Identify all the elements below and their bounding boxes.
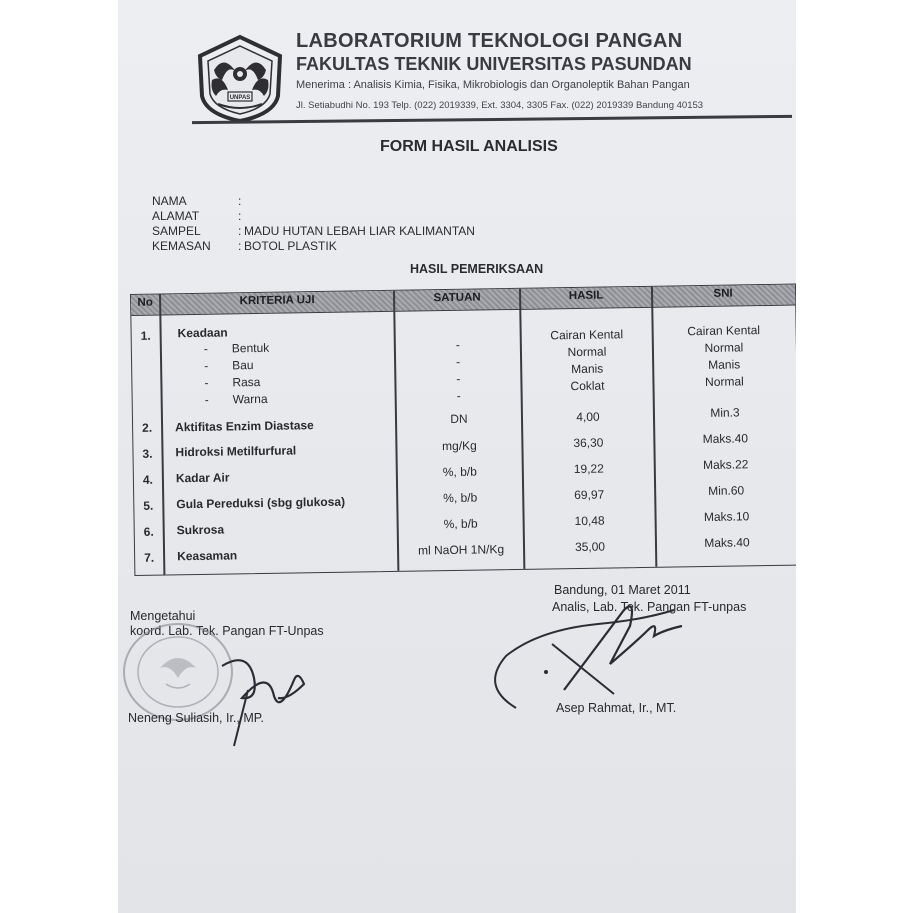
sub-dash: - xyxy=(204,375,209,390)
header-criteria: KRITERIA UJI xyxy=(239,294,315,308)
unit-value: - xyxy=(456,388,461,403)
sni-value: Normal xyxy=(704,340,744,355)
unit-value: - xyxy=(456,371,461,386)
unit-value: mg/Kg xyxy=(441,438,477,454)
approver-label: Mengetahui xyxy=(130,609,196,623)
field-row-nama: NAMA : xyxy=(152,194,242,208)
result-value: Normal xyxy=(567,344,607,360)
sni-value: Cairan Kental xyxy=(687,323,761,339)
analyst-role: Analis, Lab. Tek. Pangan FT-unpas xyxy=(552,600,747,614)
criteria-label: Kadar Air xyxy=(175,470,230,486)
form-title: FORM HASIL ANALISIS xyxy=(380,138,558,155)
table-header xyxy=(131,285,795,316)
field-row-sampel: SAMPEL : MADU HUTAN LEBAH LIAR KALIMANTAN xyxy=(152,224,475,238)
field-label: KEMASAN xyxy=(152,239,211,253)
criteria-label: Keadaan xyxy=(177,325,228,341)
result-value: 4,00 xyxy=(576,409,600,425)
header-unit: SATUAN xyxy=(433,291,481,305)
row-number: 1. xyxy=(140,328,151,343)
sni-value: Maks.40 xyxy=(704,535,750,551)
row-number: 3. xyxy=(142,446,153,461)
place-date: Bandung, 01 Maret 2011 xyxy=(554,583,691,597)
header-sni: SNI xyxy=(713,287,733,300)
analyst-name: Asep Rahmat, Ir., MT. xyxy=(556,701,677,715)
criteria-label: Aktifitas Enzim Diastase xyxy=(174,418,314,435)
criteria-label: Keasaman xyxy=(177,548,238,564)
sub-criteria-label: Warna xyxy=(232,391,268,407)
unit-value: - xyxy=(455,354,461,369)
row-number: 6. xyxy=(143,524,154,539)
approver-signature-icon xyxy=(208,640,318,750)
sub-criteria-label: Rasa xyxy=(232,374,261,390)
sub-dash: - xyxy=(204,358,209,373)
field-label: NAMA xyxy=(152,194,187,208)
result-value: 35,00 xyxy=(574,539,606,555)
criteria-label: Gula Pereduksi (sbg glukosa) xyxy=(176,494,346,512)
logo-text: UNPAS xyxy=(229,95,251,101)
result-value: 69,97 xyxy=(574,487,605,503)
header-no: No xyxy=(137,296,153,309)
sni-value: Maks.22 xyxy=(702,457,749,473)
sub-dash: - xyxy=(204,392,209,407)
sub-criteria-label: Bau xyxy=(232,358,254,373)
sni-value: Manis xyxy=(708,357,741,372)
row-number: 4. xyxy=(142,472,154,487)
sample-fields xyxy=(152,194,475,254)
field-label: ALAMAT xyxy=(152,209,200,223)
results-table xyxy=(130,284,796,576)
result-value: 19,22 xyxy=(573,461,604,477)
header-result: HASIL xyxy=(568,289,604,303)
approver-name: Neneng Suliasih, Ir., MP. xyxy=(128,711,264,725)
field-value: BOTOL PLASTIK xyxy=(244,239,337,253)
criteria-label: Sukrosa xyxy=(176,522,225,538)
field-row-kemasan: KEMASAN : BOTOL PLASTIK xyxy=(152,239,337,253)
sni-value: Normal xyxy=(704,374,744,389)
result-value: Cairan Kental xyxy=(550,327,624,343)
criteria-label: Hidroksi Metilfurfural xyxy=(175,443,297,460)
right-margin xyxy=(796,0,913,913)
sub-criteria-label: Bentuk xyxy=(231,340,270,356)
result-value: Coklat xyxy=(570,378,605,394)
row-number: 2. xyxy=(141,420,153,435)
lab-address: Jl. Setiabudhi No. 193 Telp. (022) 2019339, Ext. 3304, 3305 Fax. (022) 2019339 Bandung 40153 xyxy=(296,100,704,111)
results-title: HASIL PEMERIKSAAN xyxy=(410,262,544,276)
left-margin xyxy=(0,0,118,913)
unit-value: %, b/b xyxy=(443,490,478,506)
field-value: MADU HUTAN LEBAH LIAR KALIMANTAN xyxy=(244,224,475,238)
document-page xyxy=(118,0,796,913)
field-row-alamat: ALAMAT : xyxy=(152,209,242,223)
sub-dash: - xyxy=(203,341,208,356)
row-number: 7. xyxy=(144,550,155,565)
field-label: SAMPEL xyxy=(152,224,201,238)
sni-value: Min.3 xyxy=(710,405,740,420)
sni-value: Maks.10 xyxy=(703,509,750,525)
approver-role: koord. Lab. Tek. Pangan FT-Unpas xyxy=(130,624,324,638)
result-value: Manis xyxy=(571,361,604,377)
result-value: 10,48 xyxy=(574,513,605,529)
result-value: 36,30 xyxy=(573,435,604,451)
unit-value: %, b/b xyxy=(442,464,477,480)
unit-value: DN xyxy=(450,411,468,426)
unit-value: ml NaOH 1N/Kg xyxy=(417,542,505,558)
row-number: 5. xyxy=(143,498,154,513)
sni-value: Min.60 xyxy=(708,483,745,498)
faculty-name: FAKULTAS TEKNIK UNIVERSITAS PASUNDAN xyxy=(296,54,692,74)
lab-name: LABORATORIUM TEKNOLOGI PANGAN xyxy=(296,30,683,52)
sni-value: Maks.40 xyxy=(702,431,749,447)
university-logo-icon xyxy=(194,34,286,124)
lab-services: Menerima : Analisis Kimia, Fisika, Mikrobiologis dan Organoleptik Bahan Pangan xyxy=(296,79,690,91)
unit-value: - xyxy=(455,337,460,352)
unit-value: %, b/b xyxy=(443,516,478,532)
